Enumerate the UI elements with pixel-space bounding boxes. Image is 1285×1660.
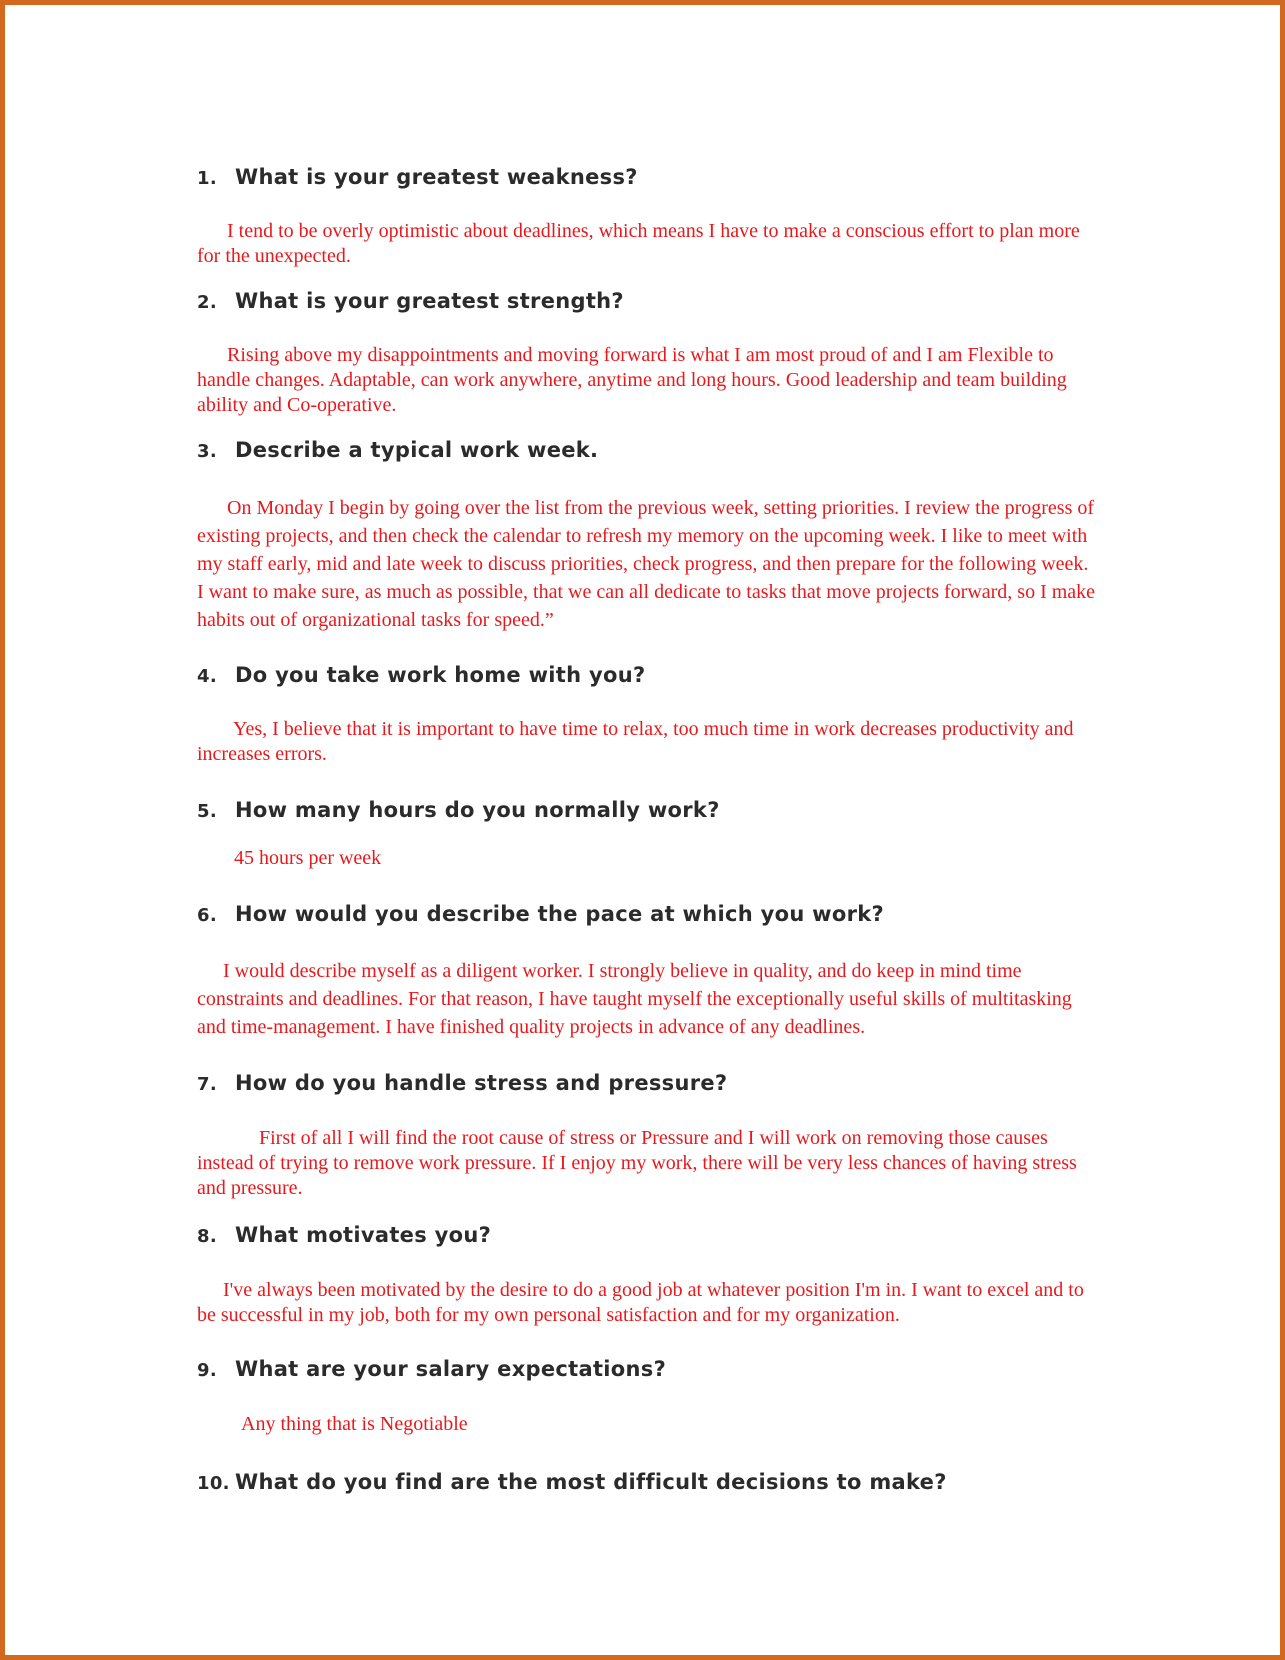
answer-text: Rising above my disappointments and moving forward is what I am most proud of and I am Flexible to handle changes. Adaptable, can work anywhere, anytime and long hours. Good leadership and team building ability and Co-operative. [197,344,1067,416]
answer-text: I would describe myself as a diligent worker. I strongly believe in quality, and do keep in mind time constraints and deadlines. For that reason, I have taught myself the exceptionally useful skills of multitasking and time-management. I have finished quality projects in advance of any deadlines. [197,960,1072,1038]
qa-item-3 [197,438,1097,631]
question-heading [197,438,1097,462]
question-text: What motivates you? [235,1223,492,1247]
question-number: 6. [197,905,217,926]
question-text: What is your greatest weakness? [235,165,638,189]
qa-item-9 [197,1357,1097,1435]
qa-item-8 [197,1223,1097,1326]
qa-item-10 [197,1470,1097,1494]
question-number: 10. [197,1473,230,1494]
answer-text: I've always been motivated by the desire to do a good job at whatever position I'm in. I want to excel and to be successful in my job, both for my own personal satisfaction and for my organization. [197,1279,1084,1326]
question-number: 8. [197,1226,217,1247]
answer-text: On Monday I begin by going over the list from the previous week, setting priorities. I review the progress of existing projects, and then check the calendar to refresh my memory on the upcoming week. I like to meet with my staff early, mid and late week to discuss priorities, check progress, and then prepare for the following week. I want to make sure, as much as possible, that we can all dedicate to tasks that move projects forward, so I make habits out of organizational tasks for speed.” [197,497,1096,631]
question-text: What are your salary expectations? [235,1357,667,1381]
question-number: 2. [197,292,217,313]
question-text: Do you take work home with you? [235,663,646,687]
question-heading [197,798,1097,822]
question-heading [197,1071,1097,1095]
question-heading [197,289,1097,313]
qa-item-2 [197,289,1097,416]
question-number: 9. [197,1360,217,1381]
qa-item-1 [197,165,1097,267]
answer-text: Yes, I believe that it is important to have time to relax, too much time in work decreases productivity and increases errors. [197,718,1074,765]
answer-text: Any thing that is Negotiable [241,1413,468,1435]
answer-text: 45 hours per week [234,847,382,869]
qa-item-6 [197,902,1097,1038]
question-number: 3. [197,441,217,462]
question-text: How do you handle stress and pressure? [235,1071,728,1095]
question-number: 1. [197,168,217,189]
qa-item-7 [197,1071,1097,1199]
qa-item-5 [197,798,1097,869]
answer-text: First of all I will find the root cause of stress or Pressure and I will work on removing those causes instead of trying to remove work pressure. If I enjoy my work, there will be very less chances of having stress and pressure. [197,1127,1077,1199]
question-number: 7. [197,1074,217,1095]
question-heading [197,1470,1097,1494]
question-heading [197,1357,1097,1381]
question-text: How would you describe the pace at which you work? [235,902,885,926]
question-number: 4. [197,666,217,687]
question-heading [197,1223,1097,1247]
question-heading [197,663,1097,687]
question-heading [197,902,1097,926]
question-text: Describe a typical work week. [235,438,599,462]
question-text: What is your greatest strength? [235,289,624,313]
qa-item-4 [197,663,1097,765]
question-number: 5. [197,801,217,822]
question-text: How many hours do you normally work? [235,798,720,822]
answer-text: I tend to be overly optimistic about deadlines, which means I have to make a conscious effort to plan more for the unexpected. [197,220,1080,267]
question-heading [197,165,1097,189]
question-text: What do you find are the most difficult decisions to make? [235,1470,947,1494]
